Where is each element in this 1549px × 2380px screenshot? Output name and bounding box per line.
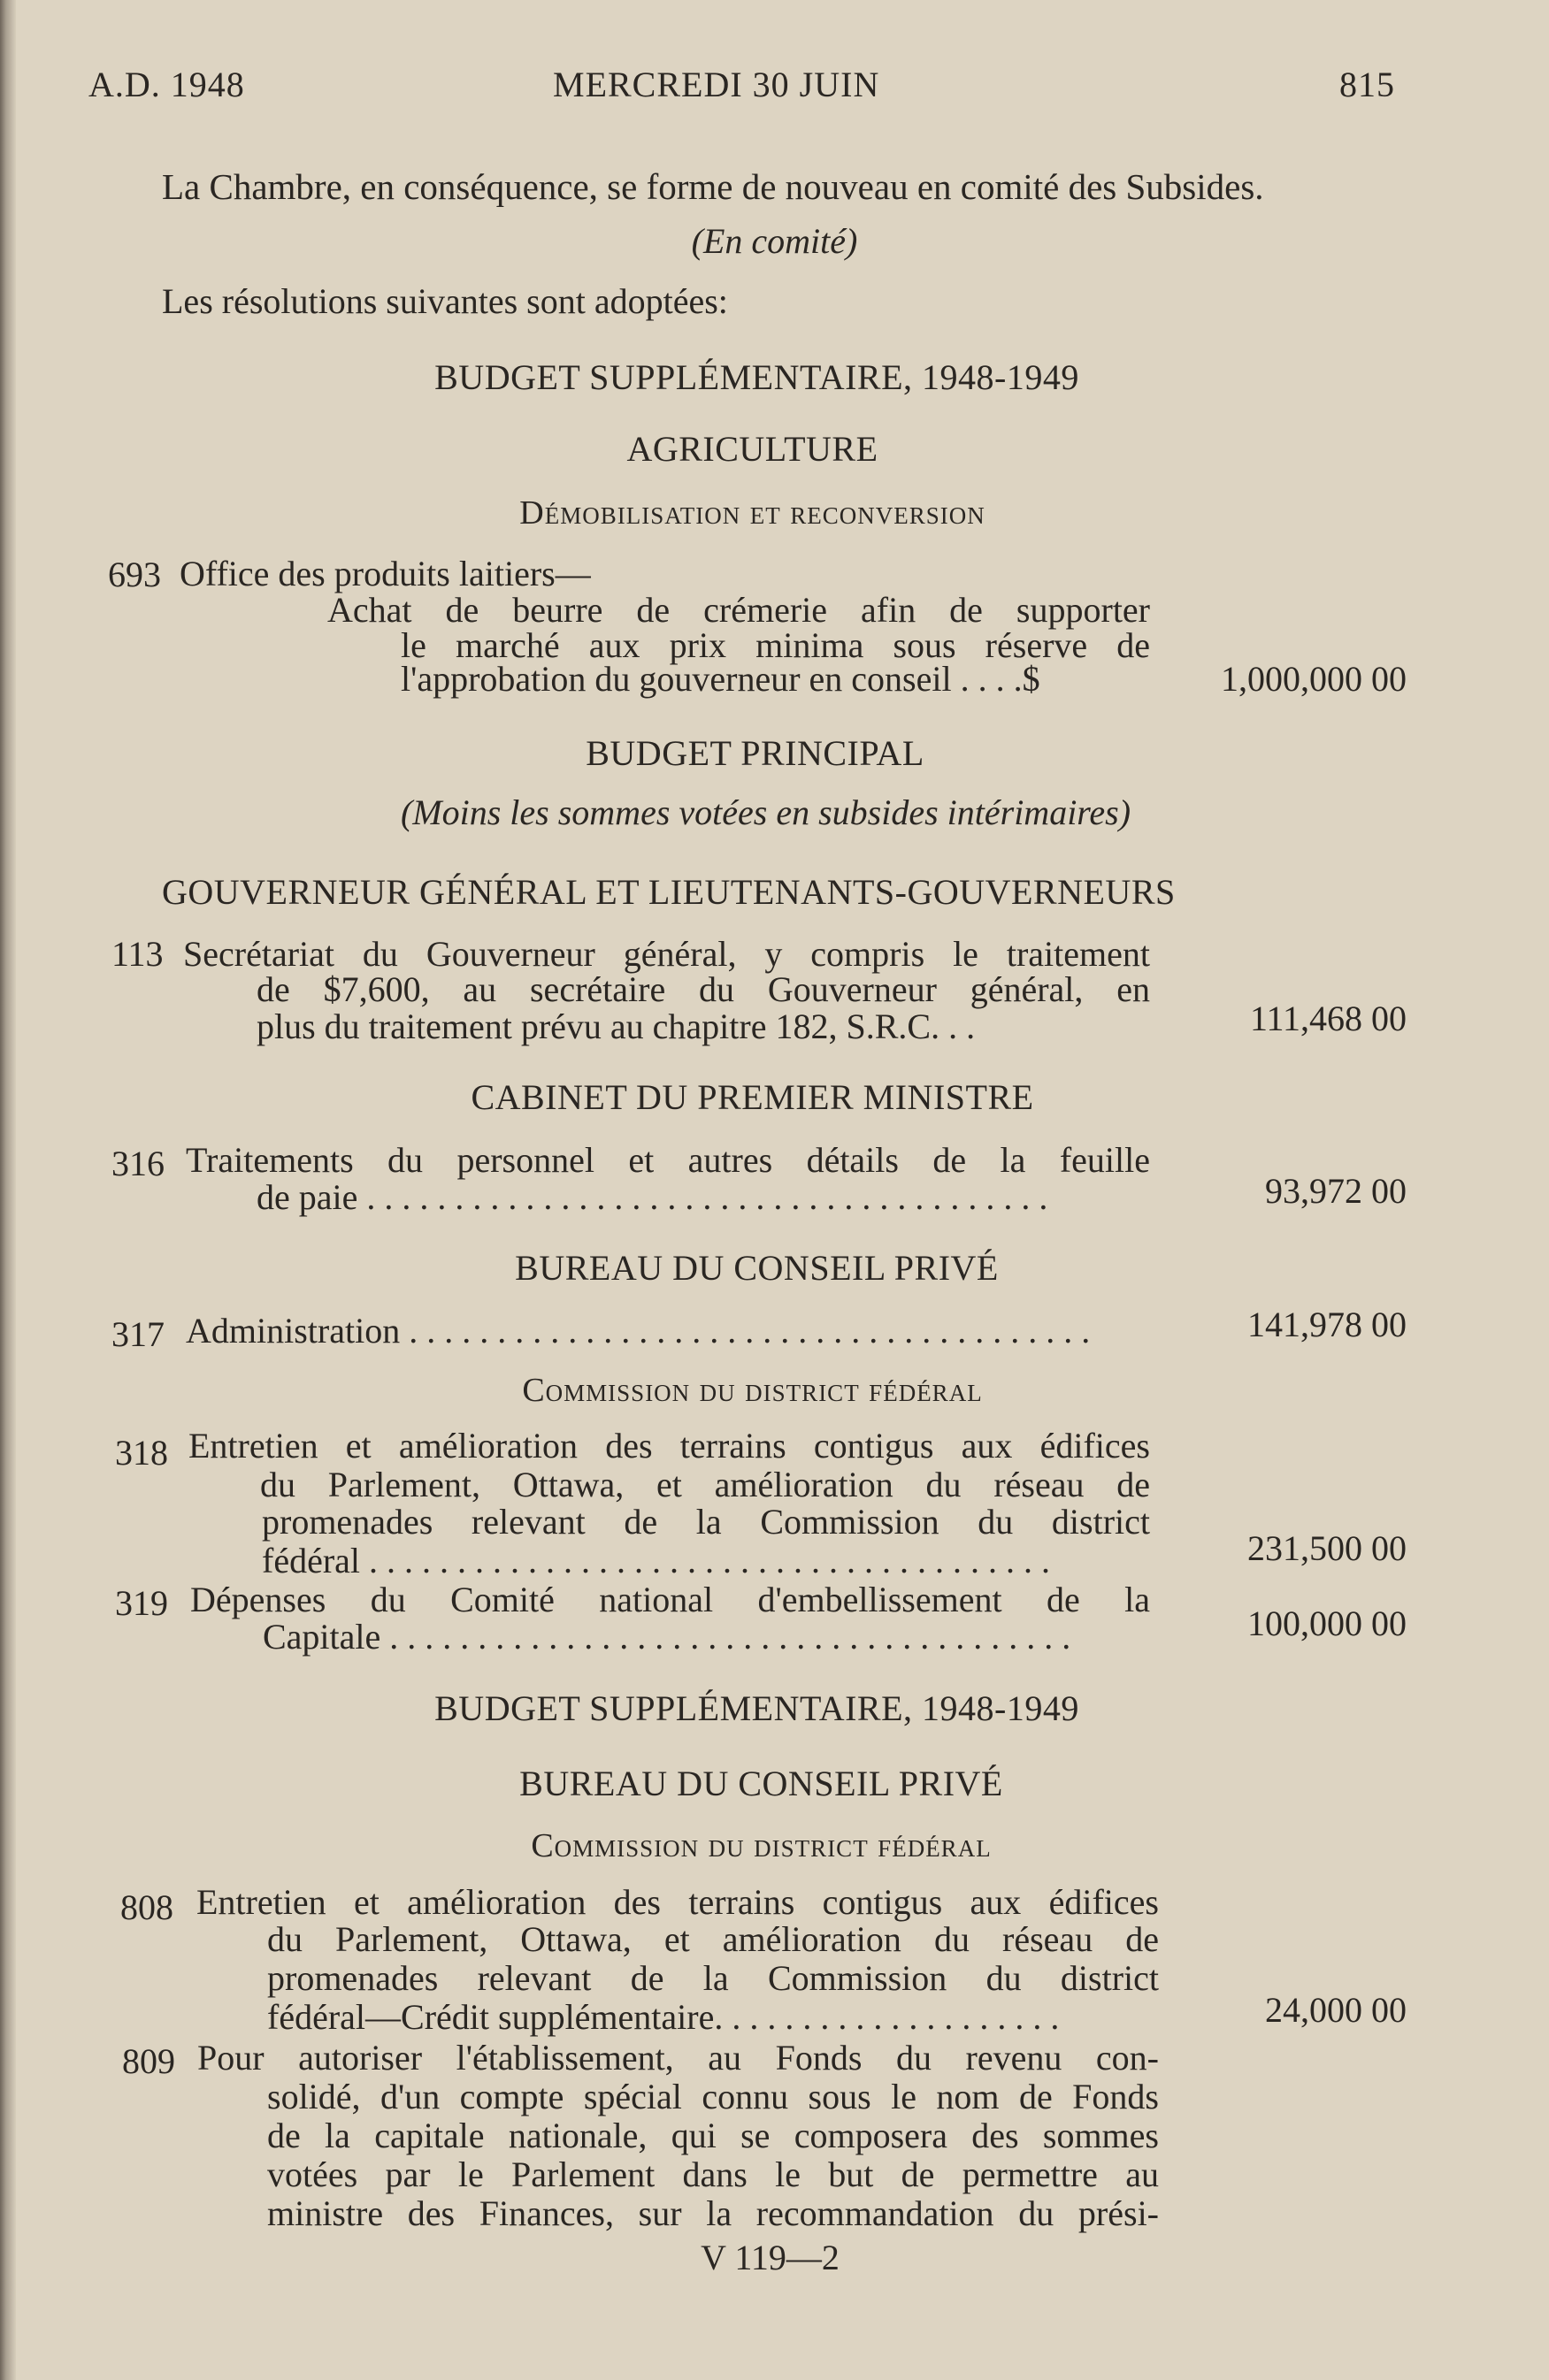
footer-signature-mark: V 119—2 [701, 2238, 840, 2277]
item-text-line: Secrétariat du Gouverneur général, y compris le traitement [183, 934, 1150, 974]
section-heading-governor: GOUVERNEUR GÉNÉRAL ET LIEUTENANTS-GOUVERNEURS [162, 872, 1176, 912]
item-number: 693 [108, 555, 161, 594]
item-text-line: Administration . . . . . . . . . . . . . . . . . . . . . . . . . . . . . . . . . . . . . . . [186, 1311, 1091, 1351]
item-text-line: du Parlement, Ottawa, et amélioration du réseau de [260, 1465, 1150, 1504]
section-heading-federal-district-2: Commission du district fédéral [531, 1827, 992, 1864]
item-text-line: du Parlement, Ottawa, et amélioration du réseau de [267, 1919, 1159, 1959]
item-text-line: Pour autoriser l'établissement, au Fonds du revenu con- [197, 2038, 1159, 2078]
item-amount: 111,468 00 [1249, 999, 1407, 1038]
item-number: 319 [115, 1583, 168, 1623]
item-amount: 24,000 00 [1265, 1990, 1407, 2030]
item-text-line: promenades relevant de la Commission du district [262, 1502, 1150, 1542]
item-number: 318 [115, 1433, 168, 1473]
item-text-line: de $7,600, au secrétaire du Gouverneur général, en [257, 969, 1150, 1009]
section-note-interim: (Moins les sommes votées en subsides intérimaires) [400, 792, 1131, 832]
item-amount: 93,972 00 [1265, 1171, 1407, 1211]
item-text-line: plus du traitement prévu au chapitre 182, S.R.C. . . [257, 1006, 976, 1046]
section-title-supplementary-2: BUDGET SUPPLÉMENTAIRE, 1948-1949 [434, 1688, 1079, 1728]
item-text-line: Traitements du personnel et autres détails de la feuille [186, 1140, 1150, 1180]
section-heading-privy-council: BUREAU DU CONSEIL PRIVÉ [515, 1248, 999, 1288]
header-date: MERCREDI 30 JUIN [553, 65, 880, 104]
item-text-line: de paie . . . . . . . . . . . . . . . . . . . . . . . . . . . . . . . . . . . . . . . [257, 1177, 1048, 1217]
section-heading-pm-office: CABINET DU PREMIER MINISTRE [471, 1077, 1034, 1117]
section-subtitle-agriculture: AGRICULTURE [626, 429, 878, 469]
section-heading-demobilisation: Démobilisation et reconversion [519, 494, 985, 532]
item-number: 316 [111, 1144, 165, 1183]
intro-paragraph: La Chambre, en conséquence, se forme de nouveau en comité des Subsides. [162, 166, 1264, 207]
item-text-line: Dépenses du Comité national d'embellissement de la [190, 1580, 1150, 1619]
section-heading-privy-council-2: BUREAU DU CONSEIL PRIVÉ [519, 1764, 1003, 1803]
item-title: Office des produits laitiers— [180, 554, 591, 593]
item-number: 113 [111, 934, 164, 974]
item-number: 317 [111, 1314, 165, 1354]
item-text-line: fédéral . . . . . . . . . . . . . . . . . . . . . . . . . . . . . . . . . . . . . . . [262, 1541, 1051, 1580]
item-amount: 231,500 00 [1247, 1528, 1407, 1568]
item-text-line: votées par le Parlement dans le but de permettre au [267, 2154, 1159, 2194]
item-text-line: le marché aux prix minima sous réserve de [401, 625, 1150, 665]
in-committee-note: (En comité) [691, 221, 858, 261]
resolutions-adopted: Les résolutions suivantes sont adoptées: [162, 281, 728, 321]
section-title-main-budget: BUDGET PRINCIPAL [586, 733, 924, 773]
item-text-line: fédéral—Crédit supplémentaire. . . . . . . . . . . . . . . . . . . . [267, 1997, 1060, 2037]
header-year: A.D. 1948 [88, 65, 245, 104]
item-text-line: Capitale . . . . . . . . . . . . . . . . . . . . . . . . . . . . . . . . . . . . . . . [263, 1617, 1071, 1657]
header-page-number: 815 [1339, 65, 1395, 104]
item-text-line: solidé, d'un compte spécial connu sous le nom de Fonds [267, 2077, 1159, 2116]
section-title-supplementary: BUDGET SUPPLÉMENTAIRE, 1948-1949 [434, 357, 1079, 397]
item-text-line: Entretien et amélioration des terrains contigus aux édifices [196, 1882, 1159, 1922]
item-amount: 100,000 00 [1247, 1603, 1407, 1643]
item-text-line: ministre des Finances, sur la recommandation du prési- [267, 2193, 1159, 2233]
item-text-line: Achat de beurre de crémerie afin de supporter [327, 590, 1150, 630]
item-text-line: l'approbation du gouverneur en conseil . . . .$ [401, 659, 1040, 699]
section-heading-federal-district: Commission du district fédéral [522, 1372, 983, 1409]
item-amount: 141,978 00 [1247, 1305, 1407, 1344]
item-text-line: Entretien et amélioration des terrains contigus aux édifices [188, 1426, 1150, 1465]
item-text-line: promenades relevant de la Commission du district [267, 1958, 1159, 1998]
item-number: 809 [122, 2041, 175, 2081]
item-amount: 1,000,000 00 [1221, 659, 1407, 699]
item-text-line: de la capitale nationale, qui se composera des sommes [267, 2116, 1159, 2155]
item-number: 808 [120, 1887, 173, 1927]
